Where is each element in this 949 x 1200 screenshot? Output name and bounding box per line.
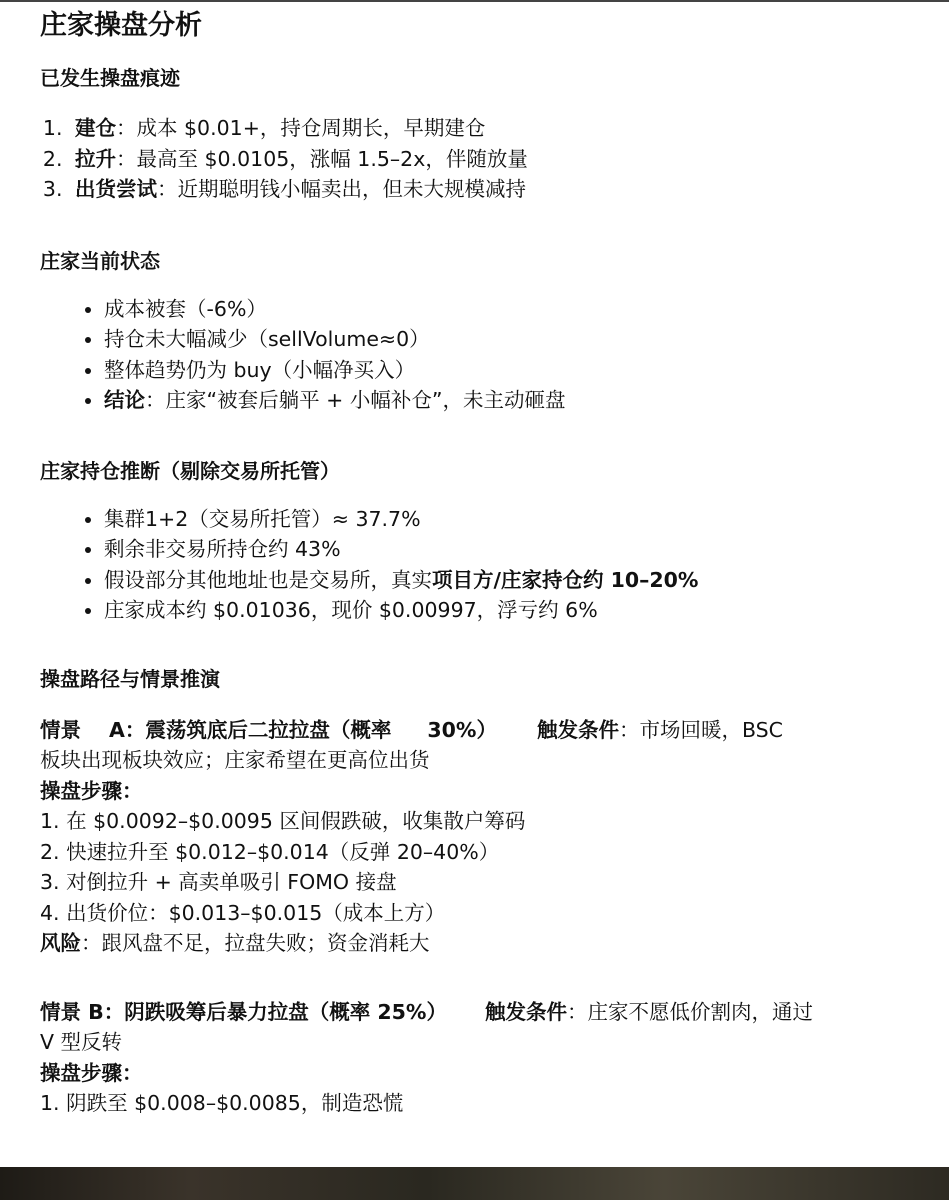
step-line: 1. 在 $0.0092–$0.0095 区间假跌破，收集散户筹码 [40, 809, 526, 833]
list-item: • 持仓未大幅减少（sellVolume≈0） [104, 324, 949, 355]
conclusion-label: 结论 [104, 388, 145, 412]
list-item: • 集群1+2（交易所托管）≈ 37.7% [104, 504, 949, 535]
section-heading-scenarios: 操盘路径与情景推演 [40, 666, 220, 691]
list-item: • 整体趋势仍为 buy（小幅净买入） [104, 355, 949, 386]
top-border [0, 0, 949, 2]
background-photo-strip [0, 1167, 949, 1200]
trigger-text: ：市场回暖，BSC [618, 717, 783, 742]
trigger-text: ：庄家不愿低价割肉，通过 [566, 999, 813, 1024]
document [40, 6, 949, 1119]
step-line: 2. 快速拉升至 $0.012–$0.014（反弹 20–40%） [40, 839, 500, 864]
scenario-a [40, 715, 949, 959]
list-item: • 庄家成本约 $0.01036，现价 $0.00997，浮亏约 6% [104, 595, 949, 626]
scenario-a-title-3: 30%） [427, 717, 497, 742]
item-label: 拉升 [75, 146, 116, 171]
item-text: 假设部分其他地址也是交易所，真实 [104, 567, 432, 592]
list-item [69, 174, 949, 205]
step-line: 1. 阴跌至 $0.008–$0.0085，制造恐慌 [40, 1091, 404, 1115]
item-label: 出货尝试 [75, 177, 157, 201]
step-line: 3. 对倒拉升 + 高卖单吸引 FOMO 接盘 [40, 870, 397, 894]
list-item [69, 144, 949, 175]
trigger-continuation: V 型反转 [40, 1030, 123, 1054]
risk-label: 风险 [40, 931, 81, 955]
scenario-a-header [40, 715, 949, 746]
section-heading-status: 庄家当前状态 [40, 248, 160, 273]
page-title: 庄家操盘分析 [40, 10, 202, 41]
scenario-b-header [40, 997, 949, 1028]
list-item [104, 385, 949, 416]
steps-label: 操盘步骤： [40, 1060, 143, 1085]
steps-label: 操盘步骤： [40, 778, 143, 803]
holdings-list [40, 504, 949, 626]
list-item: • 剩余非交易所持仓约 43% [104, 534, 949, 565]
conclusion-text: ：庄家“被套后躺平 + 小幅补仓”，未主动砸盘 [145, 388, 566, 412]
list-item [69, 113, 949, 144]
list-item: • 成本被套（-6%） [104, 294, 949, 325]
scenario-b-title: 情景 B：阴跌吸筹后暴力拉盘（概率 25%） [40, 999, 447, 1024]
status-list [40, 294, 949, 416]
section-heading-traces: 已发生操盘痕迹 [40, 66, 180, 90]
section-heading-holdings: 庄家持仓推断（剔除交易所托管） [40, 458, 340, 483]
risk-line [40, 928, 949, 959]
risk-text: ：跟风盘不足，拉盘失败；资金消耗大 [81, 931, 430, 955]
trigger-continuation: 板块出现板块效应；庄家希望在更高位出货 [40, 748, 430, 772]
trigger-label: 触发条件 [536, 717, 619, 742]
scenario-a-title-2: A：震荡筑底后二拉拉盘（概率 [109, 717, 392, 742]
item-text: ：近期聪明钱小幅卖出，但未大规模减持 [157, 177, 526, 201]
scenario-b [40, 997, 949, 1119]
item-bold-text: 项目方/庄家持仓约 10–20% [432, 567, 699, 592]
item-text: ：最高至 $0.0105，涨幅 1.5–2x，伴随放量 [116, 146, 528, 171]
list-item [104, 565, 949, 596]
traces-list [40, 113, 949, 205]
scenario-a-title-1: 情景 [40, 717, 81, 742]
item-label: 建仓 [75, 116, 116, 140]
step-line: 4. 出货价位：$0.013–$0.015（成本上方） [40, 900, 446, 925]
trigger-label: 触发条件 [484, 999, 567, 1024]
item-text: ：成本 $0.01+，持仓周期长，早期建仓 [116, 116, 486, 140]
